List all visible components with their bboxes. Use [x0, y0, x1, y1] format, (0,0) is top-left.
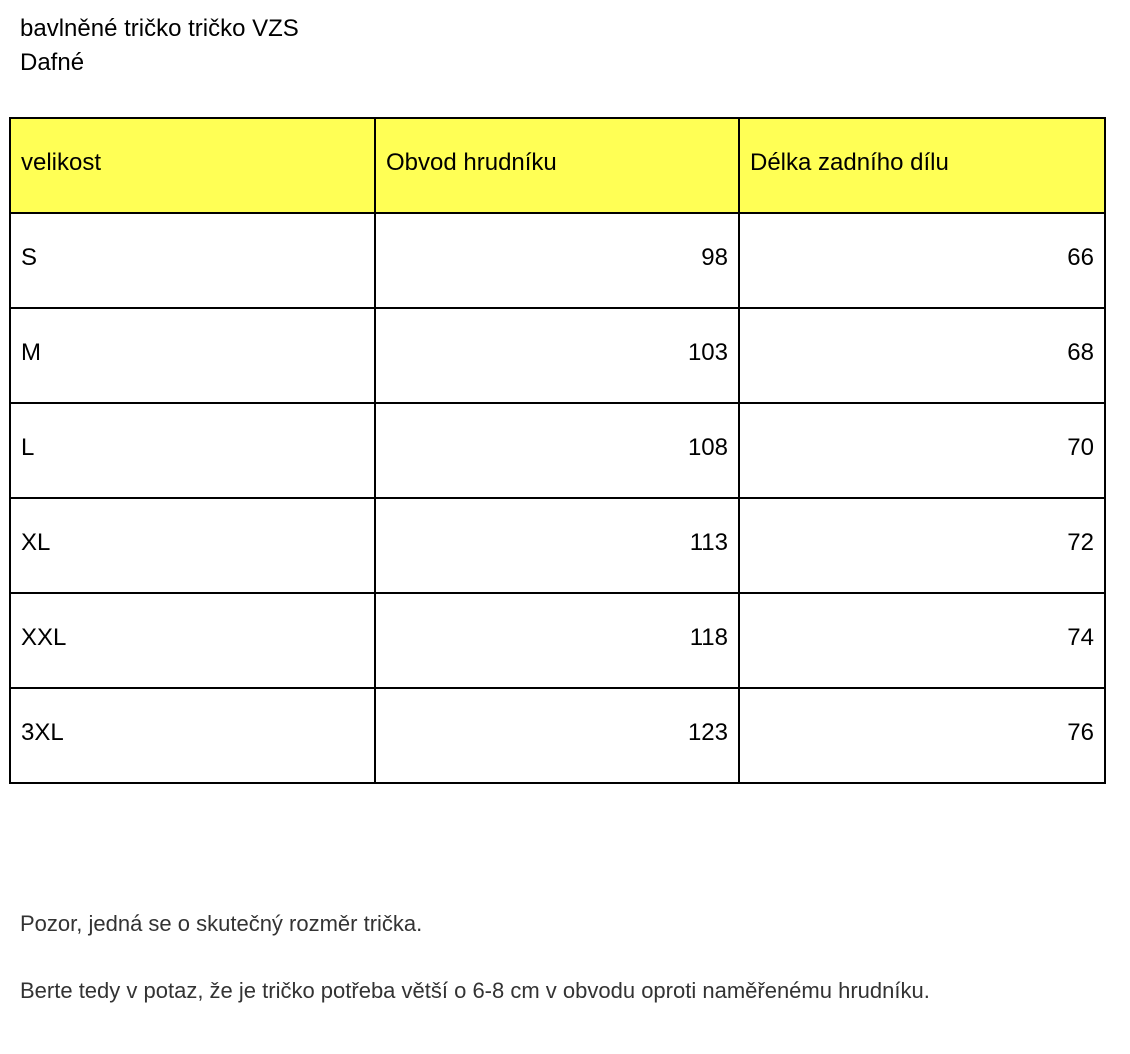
column-header-chest: Obvod hrudníku	[375, 118, 739, 213]
size-cell: XL	[10, 498, 375, 593]
table-row	[10, 593, 1105, 688]
table-row	[10, 308, 1105, 403]
product-name: bavlněné tričko tričko VZS	[20, 15, 299, 42]
size-cell: XXL	[10, 593, 375, 688]
measurement-warning: Pozor, jedná se o skutečný rozměr trička.	[20, 911, 423, 936]
column-header-size: velikost	[10, 118, 375, 213]
back-length-cell: 74	[739, 593, 1105, 688]
product-title	[20, 12, 299, 80]
table-row	[10, 498, 1105, 593]
chest-cell: 123	[375, 688, 739, 783]
table-row	[10, 213, 1105, 308]
size-cell: 3XL	[10, 688, 375, 783]
back-length-cell: 66	[739, 213, 1105, 308]
chest-cell: 108	[375, 403, 739, 498]
product-variant: Dafné	[20, 49, 85, 76]
table-row	[10, 688, 1105, 783]
size-table	[9, 117, 1106, 784]
table-row	[10, 403, 1105, 498]
back-length-cell: 76	[739, 688, 1105, 783]
chest-cell: 118	[375, 593, 739, 688]
back-length-cell: 72	[739, 498, 1105, 593]
size-cell: M	[10, 308, 375, 403]
chest-cell: 103	[375, 308, 739, 403]
size-cell: S	[10, 213, 375, 308]
back-length-cell: 68	[739, 308, 1105, 403]
chest-cell: 98	[375, 213, 739, 308]
chest-cell: 113	[375, 498, 739, 593]
back-length-cell: 70	[739, 403, 1105, 498]
sizing-advice: Berte tedy v potaz, že je tričko potřeba větší o 6-8 cm v obvodu oproti naměřenému hrudníku.	[20, 978, 930, 1003]
column-header-back-length: Délka zadního dílu	[739, 118, 1105, 213]
size-cell: L	[10, 403, 375, 498]
table-header-row	[10, 118, 1105, 213]
